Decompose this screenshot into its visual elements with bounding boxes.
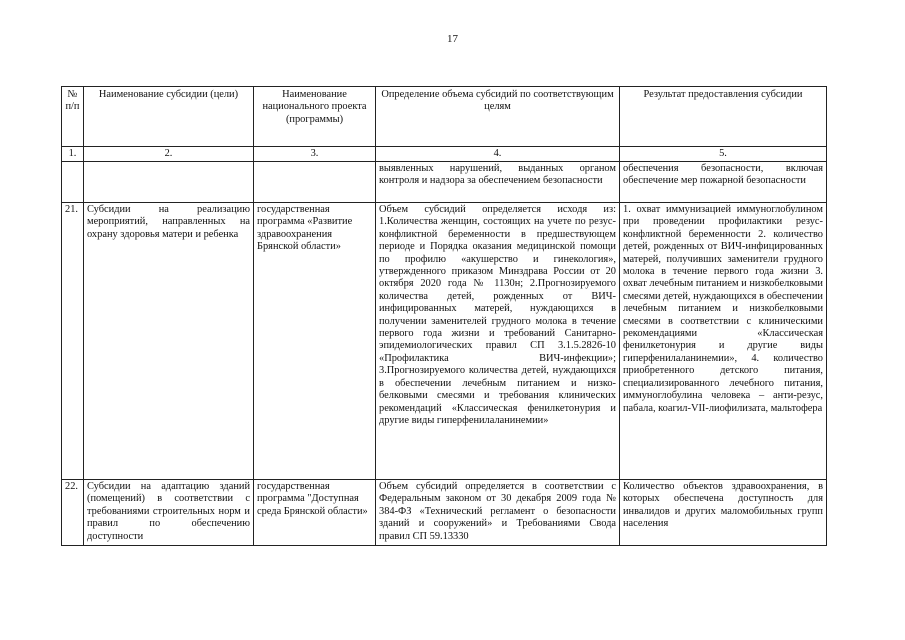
national-project bbox=[254, 162, 376, 203]
national-project: государственная программа «Развитие здравоохранения Брянской области» bbox=[254, 203, 376, 480]
subsidy-result: Количество объектов здравоохранения, в которых обеспечена доступность для инвалидов и других маломобильных групп населения bbox=[620, 480, 827, 546]
header-subsidy-name: Наименование субсидии (цели) bbox=[84, 87, 254, 147]
table-row bbox=[62, 480, 827, 546]
volume-definition: Объем субсидий определяется исходя из: 1.Количества женщин, состоящих на учете по резус-конфликтной беременности в предшествующем периоде и Порядка оказания медицинской помощи по профилю «акушерство и гинекология», утвержденного приказом Минздрава России от 20 октября 2020 года № 1130н; 2.Прогнозируемого количества детей, рожденных от ВИЧ-инфицированных матерей, нуждающихся в получении заменителей грудного молока в течение первого года жизни и требований Санитарно-эпидемиологических правил СП 3.1.5.2826-10 «Профилактика ВИЧ-инфекции»; 3.Прогнозируемого количества детей, нуждающихся в обеспечении лечебным питанием и низко-белковыми смесями и требования клинических рекомендаций «Классическая фенилкетонурия и другие виды гиперфенилаланинемии» bbox=[376, 203, 620, 480]
row-number: 22. bbox=[62, 480, 84, 546]
subsidy-result: обеспечения безопасности, включая обеспечение мер пожарной безопасности bbox=[620, 162, 827, 203]
national-project: государственная программа "Доступная среда Брянской области» bbox=[254, 480, 376, 546]
subsidy-result: 1. охват иммунизацией иммуноглобулином при проведении профилактики резус-конфликтной беременности 2. количество детей, рожденных от ВИЧ-инфицированных матерей, получивших заменители грудного молока в течение первого года жизни 3. охват лечебным питанием и низкобелковыми смесями детей, нуждающихся в обеспечении лечебным питанием и низкобелковыми смесями в соответствии с клиническими рекомендациями «Классическая фенилкетонурия и другие виды гиперфенилаланинемии», 4. количество приобретенного детского питания, специализированного лечебного питания, иммуноглобулина человека – анти-резус, пабала, коагил-VII-лиофилизата, мальтофера bbox=[620, 203, 827, 480]
subsidy-name: Субсидии на адаптацию зданий (помещений) в соответствии с требованиями строительных норм и правил по обеспечению доступности bbox=[84, 480, 254, 546]
column-number: 3. bbox=[254, 147, 376, 162]
row-number: 21. bbox=[62, 203, 84, 480]
column-number: 1. bbox=[62, 147, 84, 162]
column-number: 2. bbox=[84, 147, 254, 162]
row-number bbox=[62, 162, 84, 203]
column-number-row bbox=[62, 147, 827, 162]
table-row bbox=[62, 203, 827, 480]
column-number: 4. bbox=[376, 147, 620, 162]
subsidy-name bbox=[84, 162, 254, 203]
header-national-project: Наименование национального проекта (программы) bbox=[254, 87, 376, 147]
volume-definition: выявленных нарушений, выданных органом контроля и надзора за обеспечением безопасности bbox=[376, 162, 620, 203]
subsidy-name: Субсидии на реализацию мероприятий, направленных на охрану здоровья матери и ребенка bbox=[84, 203, 254, 480]
subsidy-table bbox=[61, 86, 827, 546]
header-no: № п/п bbox=[62, 87, 84, 147]
header-result: Результат предоставления субсидии bbox=[620, 87, 827, 147]
table-header-row bbox=[62, 87, 827, 147]
volume-definition: Объем субсидий определяется в соответствии с Федеральным законом от 30 декабря 2009 года № 384-ФЗ «Технический регламент о безопасности зданий и сооружений» и Требованиями Свода правил СП 59.13330 bbox=[376, 480, 620, 546]
column-number: 5. bbox=[620, 147, 827, 162]
page-number: 17 bbox=[447, 33, 458, 45]
table-row bbox=[62, 162, 827, 203]
header-volume-definition: Определение объема субсидий по соответствующим целям bbox=[376, 87, 620, 147]
